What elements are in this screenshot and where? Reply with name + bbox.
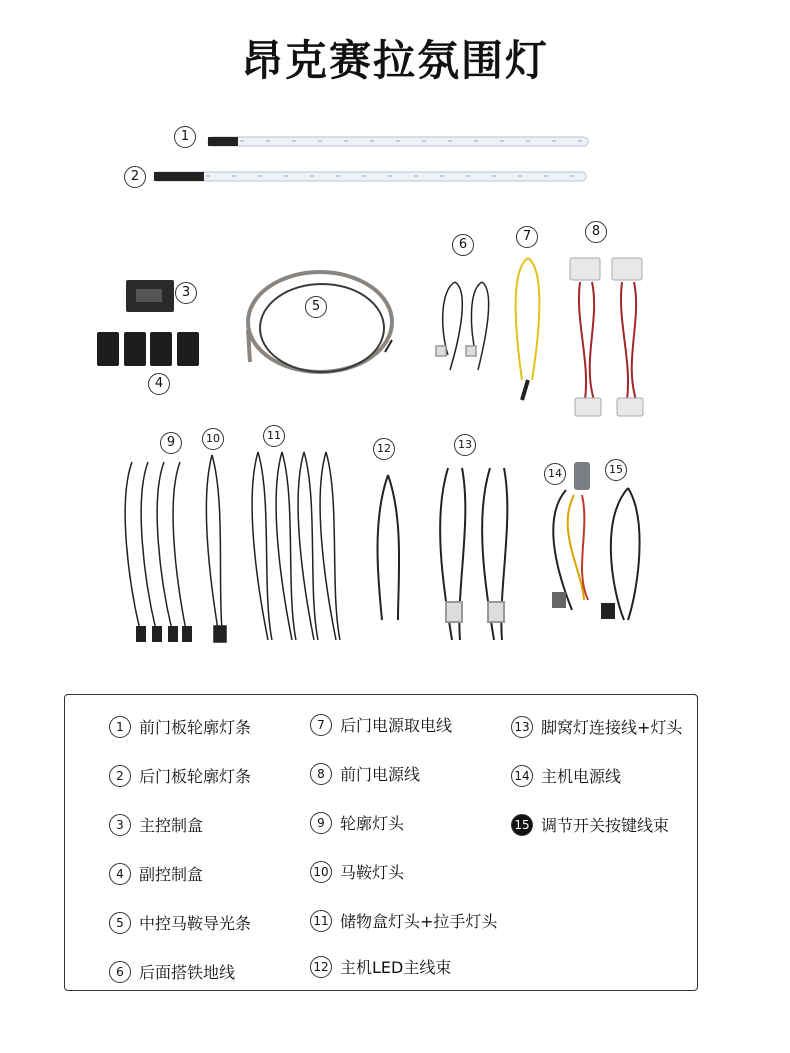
legend-number: 14: [511, 765, 533, 787]
legend-label: 马鞍灯头: [340, 863, 405, 882]
light-guide-coil: [248, 272, 392, 372]
legend-item-1: [109, 715, 251, 738]
legend-item-14: [511, 764, 621, 787]
storage-handle-lamp-heads: [252, 452, 340, 640]
legend-number: 15: [511, 814, 533, 836]
legend-item-10: [310, 860, 404, 883]
legend-number: 3: [109, 814, 131, 836]
photo-label-1: 1: [174, 126, 196, 148]
legend-number: 1: [109, 716, 131, 738]
legend-label: 后门电源取电线: [340, 716, 453, 735]
legend-item-8: [310, 762, 420, 785]
photo-label-12: 12: [373, 438, 395, 460]
saddle-lamp-head: [206, 455, 226, 642]
photo-label-4: 4: [148, 373, 170, 395]
photo-label-10: 10: [202, 428, 224, 450]
page-title: 昂克赛拉氛围灯: [240, 36, 549, 85]
parts-legend-box: [64, 694, 698, 991]
led-strip-front: [208, 137, 588, 146]
photo-label-5: 5: [305, 296, 327, 318]
legend-label: 主机电源线: [541, 767, 622, 786]
photo-label-11: 11: [263, 425, 285, 447]
legend-number: 7: [310, 714, 332, 736]
photo-label-9: 9: [160, 432, 182, 454]
photo-label-6: 6: [452, 234, 474, 256]
legend-number: 4: [109, 863, 131, 885]
photo-label-13: 13: [454, 434, 476, 456]
legend-label: 轮廓灯头: [340, 814, 405, 833]
footwell-lamp-harness: [440, 468, 507, 640]
legend-label: 中控马鞍导光条: [139, 914, 252, 933]
switch-button-harness: [602, 488, 640, 620]
legend-item-15: [511, 813, 669, 836]
photo-label-7: 7: [516, 226, 538, 248]
legend-number: 2: [109, 765, 131, 787]
legend-item-9: [310, 811, 404, 834]
legend-label: 前门板轮廓灯条: [139, 718, 252, 737]
legend-number: 11: [310, 910, 332, 932]
photo-label-8: 8: [585, 221, 607, 243]
photo-label-3: 3: [175, 282, 197, 304]
legend-number: 8: [310, 763, 332, 785]
legend-item-11: [310, 909, 497, 932]
legend-item-12: [310, 955, 451, 978]
legend-label: 主控制盒: [139, 816, 204, 835]
legend-item-5: [109, 911, 251, 934]
legend-number: 12: [310, 956, 332, 978]
legend-label: 前门电源线: [340, 765, 421, 784]
legend-label: 后面搭铁地线: [139, 963, 236, 982]
sub-control-boxes: [97, 332, 199, 366]
main-led-harness: [378, 475, 400, 620]
legend-item-7: [310, 713, 452, 736]
yellow-power-wire: [516, 258, 540, 400]
legend-label: 主机LED主线束: [340, 958, 452, 977]
photo-label-2: 2: [124, 166, 146, 188]
legend-label: 脚窝灯连接线+灯头: [541, 718, 683, 737]
legend-label: 副控制盒: [139, 865, 204, 884]
legend-item-2: [109, 764, 251, 787]
legend-number: 6: [109, 961, 131, 983]
legend-number: 5: [109, 912, 131, 934]
legend-item-4: [109, 862, 203, 885]
legend-number: 13: [511, 716, 533, 738]
legend-label: 储物盒灯头+拉手灯头: [340, 912, 498, 931]
photo-label-14: 14: [544, 463, 566, 485]
legend-number: 9: [310, 812, 332, 834]
legend-label: 调节开关按键线束: [541, 816, 670, 835]
ground-wires: [436, 282, 489, 370]
front-door-power-harness: [570, 258, 643, 416]
legend-item-6: [109, 960, 235, 983]
contour-lamp-heads: [125, 462, 192, 642]
legend-item-13: [511, 715, 682, 738]
legend-label: 后门板轮廓灯条: [139, 767, 252, 786]
legend-number: 10: [310, 861, 332, 883]
photo-label-15: 15: [605, 459, 627, 481]
led-strip-rear: [154, 172, 586, 181]
legend-item-3: [109, 813, 203, 836]
